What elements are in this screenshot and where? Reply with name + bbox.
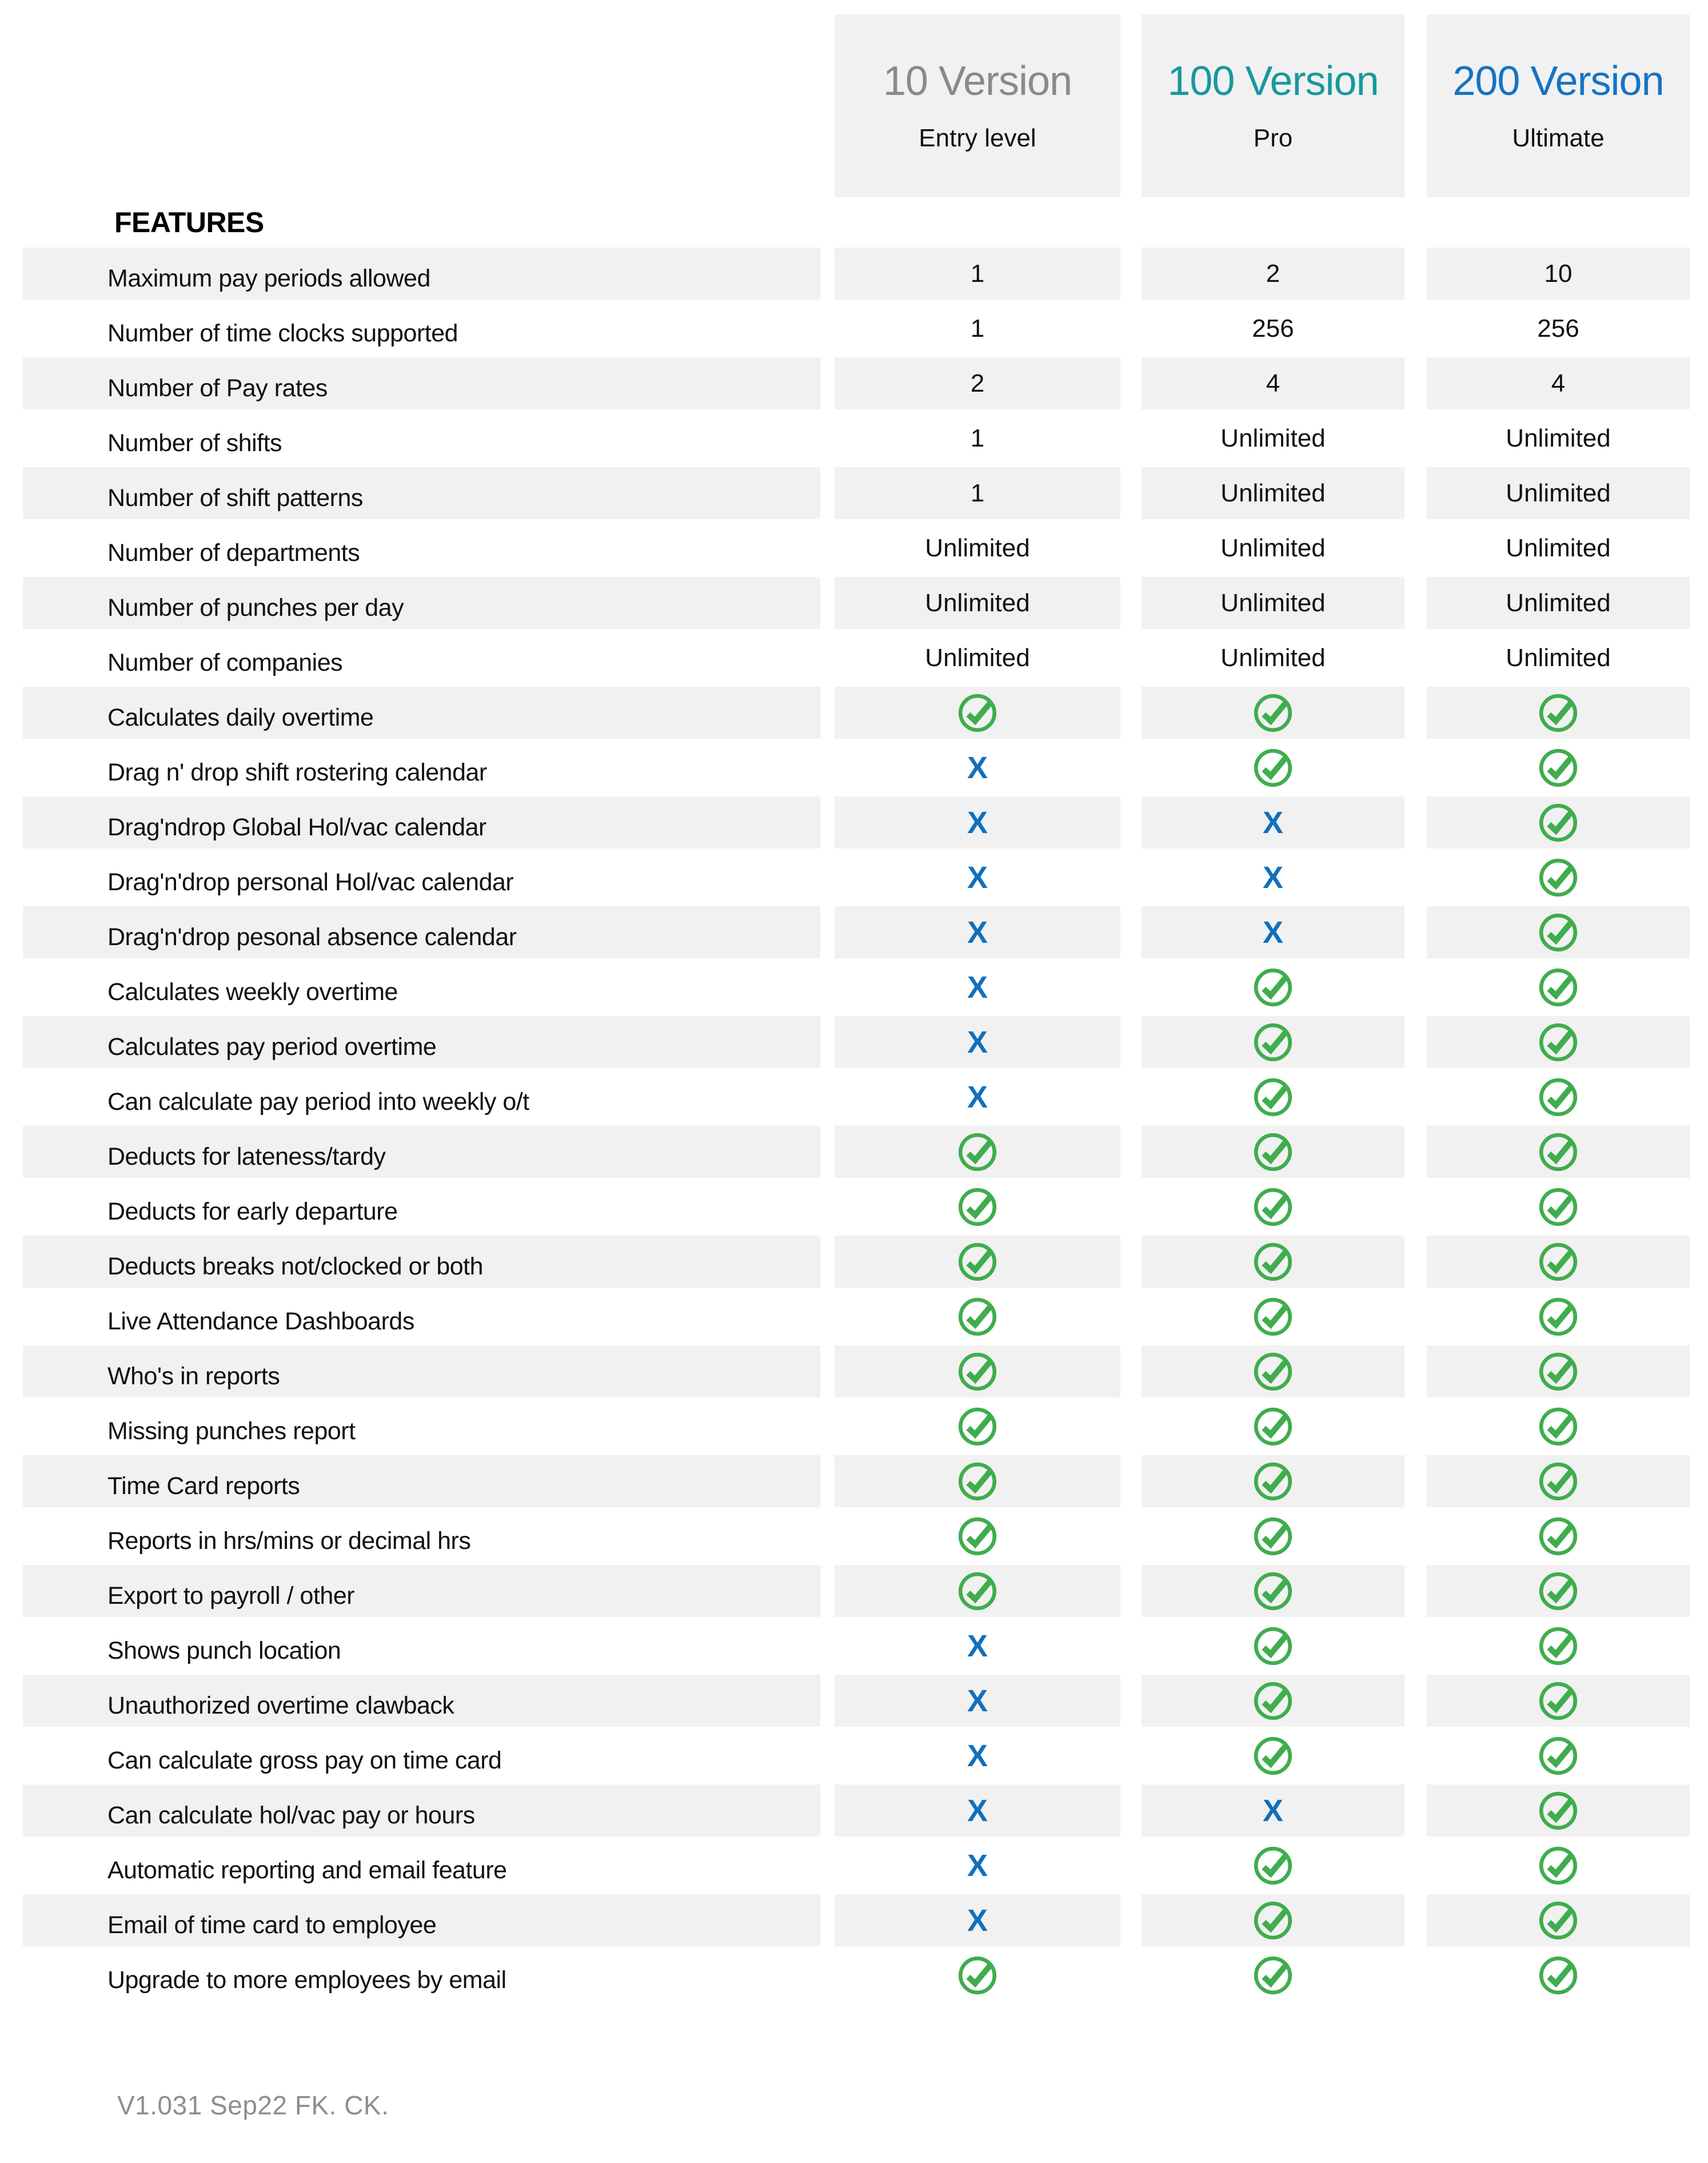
check-icon [956,1350,999,1393]
feature-value-cell [1427,1455,1690,1507]
feature-row [0,1620,1708,1675]
feature-value-cell [835,851,1120,903]
feature-value-cell [835,1400,1120,1452]
feature-label: Automatic reporting and email feature [107,1857,507,1884]
feature-label: Calculates weekly overtime [107,978,398,1006]
feature-value-cell [1427,1345,1690,1397]
feature-value-cell [1427,687,1690,739]
feature-value-cell [835,1949,1120,2001]
check-icon [1251,1624,1295,1668]
feature-row [0,1565,1708,1620]
plan-subtitle: Ultimate [1512,124,1605,152]
feature-value-cell [835,1894,1120,1946]
feature-label: Number of shifts [107,429,282,457]
feature-row [0,467,1708,522]
feature-label: Missing punches report [107,1417,356,1445]
feature-value-cell [1427,1181,1690,1233]
feature-row [0,522,1708,577]
feature-value-cell [835,1236,1120,1288]
feature-value-cell [1142,1236,1404,1288]
feature-label: Maximum pay periods allowed [23,248,820,300]
version-footer: V1.031 Sep22 FK. CK. [117,2090,389,2120]
feature-value-cell [1142,1290,1404,1343]
feature-value-cell [1427,851,1690,903]
feature-value-cell [1427,1839,1690,1891]
check-icon [1251,1515,1295,1558]
feature-value-cell [1142,1894,1404,1946]
feature-label: Drag n' drop shift rostering calendar [107,759,487,786]
feature-value-cell [1142,1071,1404,1123]
check-icon [1537,801,1580,845]
feature-value-cell [835,1345,1120,1397]
feature-value-cell [1142,742,1404,794]
feature-value-cell [835,1181,1120,1233]
check-icon [1537,1295,1580,1339]
feature-row [0,796,1708,851]
x-icon: X [1262,860,1284,895]
feature-value-cell [835,1126,1120,1178]
check-icon [1537,1954,1580,1997]
feature-value-cell [1427,1016,1690,1068]
feature-value-cell [1427,1236,1690,1288]
feature-value-cell: 2 [1142,248,1404,300]
check-icon [1537,1405,1580,1448]
check-icon [1251,1405,1295,1448]
feature-label: Calculates daily overtime [23,687,820,739]
plan-title: 200 Version [1452,58,1664,104]
check-icon [1537,1679,1580,1723]
feature-value-cell [835,1071,1120,1123]
feature-value-cell: 4 [1427,357,1690,409]
feature-value-cell [1142,906,1404,958]
check-icon [1537,1789,1580,1833]
feature-row [0,742,1708,796]
check-icon [1537,911,1580,954]
feature-row [0,357,1708,412]
feature-value-cell [1142,1016,1404,1068]
check-icon [1251,1844,1295,1887]
check-icon [1537,1899,1580,1942]
feature-value-cell: Unlimited [925,533,1030,562]
check-icon [1537,966,1580,1009]
feature-value-cell [835,1675,1120,1727]
check-icon [956,1405,999,1448]
feature-value-cell: Unlimited [1506,533,1611,562]
feature-value-cell [1427,1675,1690,1727]
feature-label: Calculates pay period overtime [23,1016,820,1068]
feature-value-cell [1142,1565,1404,1617]
feature-row [0,906,1708,961]
x-icon: X [967,1025,988,1059]
feature-value-cell: Unlimited [1220,643,1326,672]
feature-value-cell: 2 [835,357,1120,409]
x-icon: X [967,1628,988,1663]
check-icon [1537,1021,1580,1064]
feature-value-cell: 1 [970,314,985,342]
check-icon [956,1130,999,1174]
plan-header-pro [1142,14,1404,197]
feature-label: Can calculate hol/vac pay or hours [23,1784,820,1837]
feature-value-cell [1142,687,1404,739]
feature-value-cell [1427,1730,1690,1782]
check-icon [1537,1844,1580,1887]
check-icon [956,1515,999,1558]
check-icon [1537,1350,1580,1393]
feature-row [0,851,1708,906]
feature-label: Number of punches per day [23,577,820,629]
feature-row [0,1071,1708,1126]
feature-value-cell: Unlimited [925,643,1030,672]
plan-subtitle: Pro [1253,124,1293,152]
feature-value-cell: Unlimited [1220,424,1326,452]
feature-label: Number of time clocks supported [107,320,458,347]
feature-value-cell [1142,796,1404,849]
feature-value-cell [1427,1071,1690,1123]
feature-value-cell [1427,1126,1690,1178]
feature-value-cell [1142,1839,1404,1891]
check-icon [1537,1240,1580,1284]
feature-row [0,1345,1708,1400]
check-icon [1251,1240,1295,1284]
feature-value-cell [835,1290,1120,1343]
feature-row [0,1236,1708,1290]
feature-label: Can calculate gross pay on time card [107,1747,502,1774]
feature-row [0,302,1708,357]
feature-value-cell [1142,961,1404,1013]
feature-value-cell: 4 [1142,357,1404,409]
feature-value-cell [835,742,1120,794]
plan-title: 10 Version [883,58,1072,104]
feature-value-cell [1427,906,1690,958]
feature-label: Shows punch location [107,1637,341,1664]
feature-row [0,1290,1708,1345]
feature-value-cell: 256 [1252,314,1294,342]
feature-row [0,248,1708,302]
feature-label: Live Attendance Dashboards [107,1308,414,1335]
feature-row [0,961,1708,1016]
feature-table [0,248,1708,2004]
feature-value-cell [1427,1949,1690,2001]
feature-row [0,1400,1708,1455]
check-icon [956,1240,999,1284]
feature-row [0,412,1708,467]
feature-value-cell: Unlimited [1506,424,1611,452]
check-icon [956,1185,999,1229]
feature-label: Drag'n'drop personal Hol/vac calendar [107,869,514,896]
check-icon [956,1954,999,1997]
feature-value-cell [1427,1400,1690,1452]
feature-value-cell [835,1784,1120,1837]
feature-row [0,1894,1708,1949]
check-icon [1251,1570,1295,1613]
feature-value-cell: Unlimited [1506,643,1611,672]
feature-value-cell: 1 [970,424,985,452]
feature-value-cell [1427,1290,1690,1343]
feature-value-cell [1142,1455,1404,1507]
feature-label: Unauthorized overtime clawback [23,1675,820,1727]
feature-row [0,1784,1708,1839]
feature-value-cell [1142,1620,1404,1672]
check-icon [1251,1899,1295,1942]
feature-value-cell [1427,1784,1690,1837]
check-icon [1537,746,1580,790]
feature-comparison-page [0,14,1708,2163]
check-icon [1251,1460,1295,1503]
feature-value-cell [1427,742,1690,794]
feature-label: Number of departments [107,539,360,567]
check-icon [1537,1185,1580,1229]
check-icon [956,1570,999,1613]
plan-header-row [835,14,1708,197]
feature-value-cell [1142,1400,1404,1452]
plan-header-entry-level [835,14,1120,197]
feature-value-cell [1142,1345,1404,1397]
feature-label: Deducts for lateness/tardy [23,1126,820,1178]
feature-label: Can calculate pay period into weekly o/t [107,1088,529,1116]
feature-value-cell [1142,1510,1404,1562]
feature-value-cell [1142,1730,1404,1782]
feature-value-cell [1142,1126,1404,1178]
feature-value-cell: 256 [1537,314,1579,342]
feature-value-cell [835,1510,1120,1562]
feature-value-cell [1427,1620,1690,1672]
feature-label: Upgrade to more employees by email [107,1966,506,1994]
feature-label: Drag'n'drop pesonal absence calendar [23,906,820,958]
x-icon: X [967,1793,988,1828]
feature-label: Drag'ndrop Global Hol/vac calendar [23,796,820,849]
feature-value-cell: Unlimited [835,577,1120,629]
check-icon [1537,1570,1580,1613]
check-icon [1537,1624,1580,1668]
check-icon [1251,1075,1295,1119]
feature-row [0,1730,1708,1784]
feature-value-cell [835,1016,1120,1068]
check-icon [1537,1734,1580,1778]
feature-value-cell [835,1620,1120,1672]
x-icon: X [967,1079,988,1114]
x-icon: X [967,805,988,840]
feature-value-cell: Unlimited [1142,577,1404,629]
x-icon: X [967,1848,988,1883]
feature-row [0,1839,1708,1894]
feature-label: Who's in reports [23,1345,820,1397]
check-icon [1251,1679,1295,1723]
feature-row [0,1949,1708,2004]
feature-label: Deducts breaks not/clocked or both [23,1236,820,1288]
feature-value-cell [835,906,1120,958]
feature-value-cell: Unlimited [1142,467,1404,519]
check-icon [1251,1734,1295,1778]
feature-value-cell [835,1565,1120,1617]
feature-value-cell [835,961,1120,1013]
feature-value-cell [1427,1894,1690,1946]
feature-value-cell [1142,1181,1404,1233]
feature-value-cell [1427,1510,1690,1562]
feature-value-cell [835,1455,1120,1507]
feature-row [0,577,1708,632]
feature-value-cell [835,796,1120,849]
feature-value-cell: Unlimited [1220,533,1326,562]
x-icon: X [967,860,988,895]
feature-value-cell [835,1730,1120,1782]
check-icon [1537,856,1580,899]
check-icon [956,691,999,735]
feature-label: Deducts for early departure [107,1198,398,1225]
check-icon [1251,1954,1295,1997]
check-icon [1251,1350,1295,1393]
feature-row [0,687,1708,742]
check-icon [1251,1130,1295,1174]
feature-label: Export to payroll / other [23,1565,820,1617]
feature-row [0,1455,1708,1510]
feature-label: Number of companies [107,649,343,676]
plan-title: 100 Version [1167,58,1379,104]
x-icon: X [967,1738,988,1773]
x-icon: X [1262,805,1284,840]
check-icon [1251,966,1295,1009]
check-icon [1537,1515,1580,1558]
x-icon: X [967,970,988,1005]
feature-value-cell: 1 [835,467,1120,519]
feature-label: Time Card reports [23,1455,820,1507]
features-heading: FEATURES [114,206,264,238]
feature-row [0,632,1708,687]
feature-row [0,1016,1708,1071]
feature-value-cell [1142,1675,1404,1727]
feature-row [0,1675,1708,1730]
feature-value-cell [1142,851,1404,903]
check-icon [1251,691,1295,735]
check-icon [1537,1460,1580,1503]
check-icon [956,1460,999,1503]
plan-subtitle: Entry level [919,124,1036,152]
x-icon: X [967,915,988,950]
feature-value-cell [835,687,1120,739]
feature-value-cell [1427,1565,1690,1617]
check-icon [1251,1021,1295,1064]
feature-value-cell [1427,961,1690,1013]
feature-value-cell: Unlimited [1427,467,1690,519]
x-icon: X [1262,1793,1284,1828]
feature-value-cell [1142,1784,1404,1837]
feature-row [0,1510,1708,1565]
feature-value-cell [835,1839,1120,1891]
feature-label: Number of Pay rates [23,357,820,409]
feature-value-cell [1142,1949,1404,2001]
x-icon: X [967,750,988,785]
feature-row [0,1126,1708,1181]
plan-header-ultimate [1427,14,1690,197]
feature-label: Reports in hrs/mins or decimal hrs [107,1527,471,1555]
x-icon: X [967,1683,988,1718]
check-icon [1251,1295,1295,1339]
feature-row [0,1181,1708,1236]
check-icon [1251,746,1295,790]
feature-value-cell: Unlimited [1427,577,1690,629]
check-icon [956,1295,999,1339]
feature-value-cell: 10 [1427,248,1690,300]
x-icon: X [967,1903,988,1938]
feature-value-cell: 1 [835,248,1120,300]
check-icon [1251,1185,1295,1229]
check-icon [1537,1075,1580,1119]
check-icon [1537,1130,1580,1174]
check-icon [1537,691,1580,735]
feature-label: Number of shift patterns [23,467,820,519]
feature-value-cell [1427,796,1690,849]
x-icon: X [1262,915,1284,950]
feature-label: Email of time card to employee [23,1894,820,1946]
